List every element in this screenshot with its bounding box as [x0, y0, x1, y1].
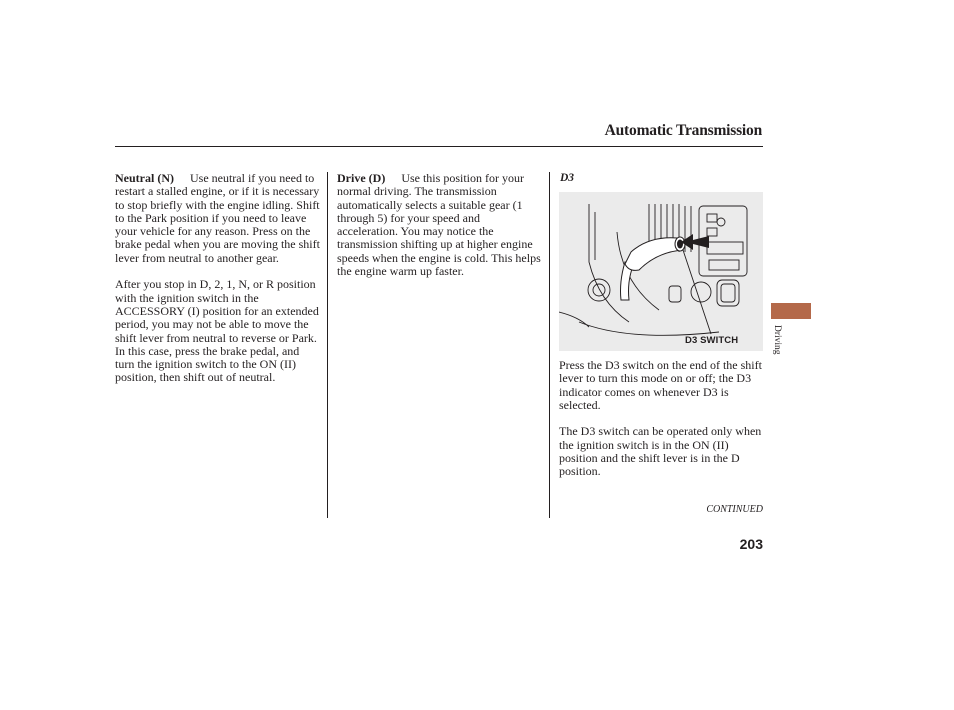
- drive-text: Use this position for your normal driving. The transmission automatically selects a suitable gear (1 through 5) for your speed and acceleration. You may notice the transmission shifting up at higher engine speeds when the engine is cold. This helps the engine warm up faster.: [337, 171, 541, 279]
- column-neutral: [115, 172, 320, 398]
- continued-label: CONTINUED: [706, 504, 763, 515]
- column-divider-2: [549, 172, 550, 518]
- d3-heading: D3: [560, 172, 575, 184]
- drive-paragraph: [337, 172, 542, 278]
- column-divider-1: [327, 172, 328, 518]
- header-rule: [115, 146, 763, 147]
- section-label: [769, 325, 783, 365]
- section-tab: [771, 303, 811, 319]
- section-label-text: Driving: [772, 325, 782, 355]
- d3-paragraph-1: Press the D3 switch on the end of the shift lever to turn this mode on or off; the D3 indicator comes on whenever D3 is selected.: [559, 358, 762, 412]
- page-number: 203: [739, 536, 763, 552]
- neutral-paragraph: [115, 172, 320, 265]
- column-drive: [337, 172, 542, 292]
- d3-switch-label: D3 SWITCH: [685, 335, 739, 346]
- stop-paragraph: After you stop in D, 2, 1, N, or R position with the ignition switch in the ACCESSORY (I) position for an extended period, you may not be able to move the shift lever from neutral to reverse or Park. In this case, press the brake pedal, and turn the ignition switch to the ON (II) position, then shift out of neutral.: [115, 277, 319, 385]
- drive-heading: Drive (D): [337, 171, 386, 185]
- shift-lever-drawing: [559, 192, 763, 351]
- d3-paragraph-2: The D3 switch can be operated only when the ignition switch is in the ON (II) position and the shift lever is in the D position.: [559, 424, 762, 479]
- neutral-text: Use neutral if you need to restart a stalled engine, or if it is necessary to stop briefly with the engine idling. Shift to the Park position if you need to leave your vehicle for any reason. Press on the brake pedal when you are moving the shift lever from neutral to another gear.: [115, 171, 320, 265]
- page-title: Automatic Transmission: [604, 122, 762, 139]
- column-d3-text: [559, 359, 763, 492]
- d3-switch-illustration: [559, 192, 763, 351]
- neutral-heading: Neutral (N): [115, 171, 174, 185]
